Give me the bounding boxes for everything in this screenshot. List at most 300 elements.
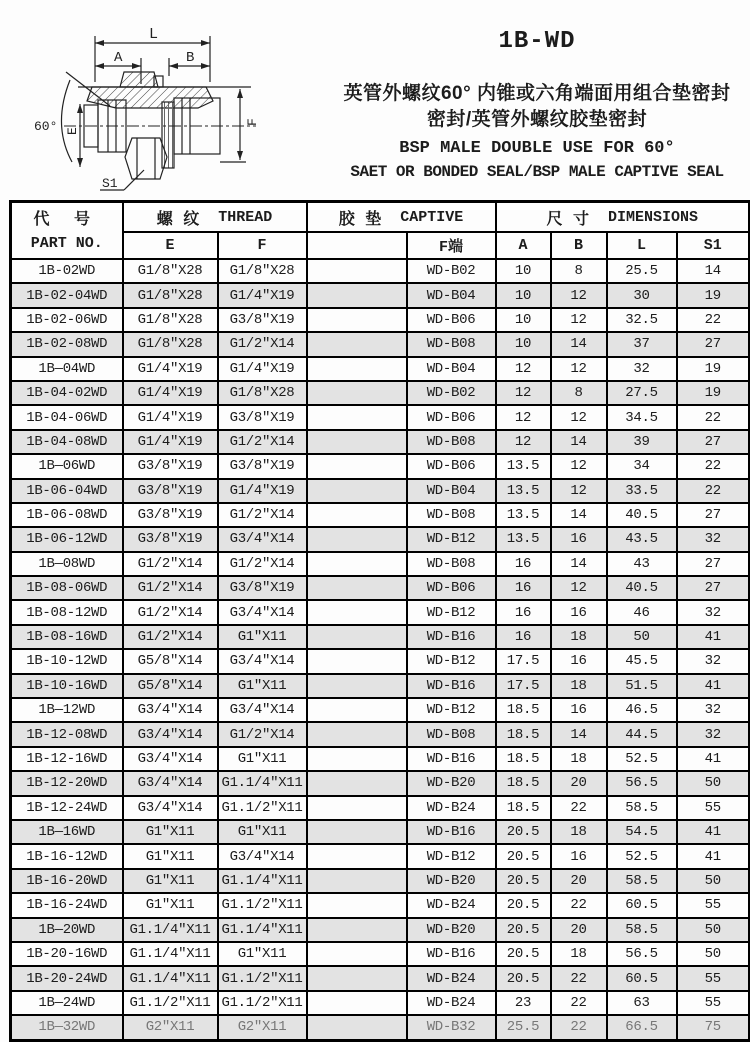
cell-captive-blank bbox=[307, 698, 407, 722]
cell-dim-b: 12 bbox=[551, 357, 607, 381]
cell-dim-a: 16 bbox=[496, 576, 551, 600]
cell-thread-f: G3/4″X14 bbox=[218, 649, 307, 673]
table-row bbox=[11, 552, 750, 576]
cell-captive-blank bbox=[307, 332, 407, 356]
cell-part-no: 1B-04-08WD bbox=[11, 430, 123, 454]
cell-part-no: 1B-20-16WD bbox=[11, 942, 123, 966]
cell-part-no: 1B-02-08WD bbox=[11, 332, 123, 356]
cell-thread-e: G3/8″X19 bbox=[123, 479, 218, 503]
cell-thread-e: G1″X11 bbox=[123, 869, 218, 893]
cell-thread-e: G1/8″X28 bbox=[123, 259, 218, 283]
cell-captive-f-end: WD-B16 bbox=[407, 674, 496, 698]
cell-captive-blank bbox=[307, 625, 407, 649]
cell-thread-f: G3/8″X19 bbox=[218, 576, 307, 600]
cell-captive-blank bbox=[307, 283, 407, 307]
cell-captive-f-end: WD-B24 bbox=[407, 796, 496, 820]
cell-part-no: 1B-08-12WD bbox=[11, 600, 123, 624]
cell-captive-f-end: WD-B16 bbox=[407, 820, 496, 844]
cell-dim-l: 34 bbox=[607, 454, 677, 478]
cell-part-no: 1B-04-02WD bbox=[11, 381, 123, 405]
cell-captive-blank bbox=[307, 771, 407, 795]
cell-captive-blank bbox=[307, 722, 407, 746]
cell-dim-a: 16 bbox=[496, 625, 551, 649]
cell-captive-f-end: WD-B20 bbox=[407, 771, 496, 795]
cell-dim-s1: 32 bbox=[677, 600, 750, 624]
cell-dim-a: 10 bbox=[496, 308, 551, 332]
cell-captive-f-end: WD-B08 bbox=[407, 552, 496, 576]
cell-dim-s1: 14 bbox=[677, 259, 750, 283]
cell-dim-s1: 50 bbox=[677, 869, 750, 893]
cell-dim-a: 12 bbox=[496, 381, 551, 405]
cell-dim-s1: 27 bbox=[677, 503, 750, 527]
cell-captive-blank bbox=[307, 527, 407, 551]
cell-captive-blank bbox=[307, 747, 407, 771]
cell-dim-s1: 41 bbox=[677, 625, 750, 649]
cell-dim-b: 14 bbox=[551, 552, 607, 576]
cell-captive-f-end: WD-B12 bbox=[407, 600, 496, 624]
cell-dim-a: 13.5 bbox=[496, 503, 551, 527]
cell-dim-a: 12 bbox=[496, 357, 551, 381]
table-row bbox=[11, 405, 750, 429]
header-thread-en: THREAD bbox=[218, 208, 273, 226]
cell-dim-b: 14 bbox=[551, 332, 607, 356]
cell-captive-f-end: WD-B02 bbox=[407, 259, 496, 283]
cell-dim-a: 12 bbox=[496, 405, 551, 429]
header-col-e: E bbox=[123, 232, 218, 259]
cell-dim-a: 16 bbox=[496, 552, 551, 576]
cell-dim-s1: 55 bbox=[677, 966, 750, 990]
cell-dim-l: 60.5 bbox=[607, 966, 677, 990]
cell-thread-e: G1″X11 bbox=[123, 820, 218, 844]
cell-dim-l: 43.5 bbox=[607, 527, 677, 551]
cell-captive-blank bbox=[307, 381, 407, 405]
cell-dim-a: 23 bbox=[496, 991, 551, 1015]
cell-thread-e: G1/4″X19 bbox=[123, 405, 218, 429]
cell-captive-f-end: WD-B04 bbox=[407, 283, 496, 307]
cell-part-no: 1B-06-12WD bbox=[11, 527, 123, 551]
cell-dim-a: 13.5 bbox=[496, 479, 551, 503]
cell-captive-f-end: WD-B12 bbox=[407, 844, 496, 868]
cell-dim-l: 52.5 bbox=[607, 844, 677, 868]
cell-dim-s1: 50 bbox=[677, 771, 750, 795]
cell-captive-f-end: WD-B04 bbox=[407, 357, 496, 381]
cell-thread-e: G1.1/2″X11 bbox=[123, 991, 218, 1015]
cell-dim-s1: 41 bbox=[677, 844, 750, 868]
cell-dim-l: 33.5 bbox=[607, 479, 677, 503]
cell-thread-f: G1.1/2″X11 bbox=[218, 991, 307, 1015]
dim-label-f: F bbox=[245, 118, 260, 126]
cell-dim-a: 12 bbox=[496, 430, 551, 454]
cell-captive-blank bbox=[307, 869, 407, 893]
cell-dim-l: 58.5 bbox=[607, 796, 677, 820]
cell-captive-blank bbox=[307, 357, 407, 381]
cell-dim-s1: 55 bbox=[677, 991, 750, 1015]
header-part-no bbox=[11, 202, 123, 260]
cell-thread-f: G3/4″X14 bbox=[218, 698, 307, 722]
cell-dim-a: 20.5 bbox=[496, 918, 551, 942]
table-row bbox=[11, 527, 750, 551]
header-part-no-cn: 代 号 bbox=[33, 210, 100, 228]
cell-thread-e: G1/2″X14 bbox=[123, 552, 218, 576]
cell-captive-f-end: WD-B24 bbox=[407, 893, 496, 917]
cell-dim-s1: 32 bbox=[677, 698, 750, 722]
dim-label-l: L bbox=[149, 26, 159, 43]
cell-dim-l: 51.5 bbox=[607, 674, 677, 698]
cell-part-no: 1B-10-12WD bbox=[11, 649, 123, 673]
cell-dim-l: 39 bbox=[607, 430, 677, 454]
cell-captive-blank bbox=[307, 674, 407, 698]
cell-captive-blank bbox=[307, 308, 407, 332]
cell-captive-f-end: WD-B16 bbox=[407, 625, 496, 649]
cell-dim-b: 22 bbox=[551, 796, 607, 820]
cell-dim-a: 18.5 bbox=[496, 747, 551, 771]
cell-thread-f: G3/4″X14 bbox=[218, 600, 307, 624]
cell-part-no: 1B-16-24WD bbox=[11, 893, 123, 917]
cell-captive-f-end: WD-B24 bbox=[407, 966, 496, 990]
cell-captive-f-end: WD-B06 bbox=[407, 308, 496, 332]
table-row bbox=[11, 259, 750, 283]
cell-thread-e: G1.1/4″X11 bbox=[123, 942, 218, 966]
cell-captive-blank bbox=[307, 1015, 407, 1040]
cell-dim-a: 20.5 bbox=[496, 869, 551, 893]
cell-part-no: 1B-06-08WD bbox=[11, 503, 123, 527]
title-en-line2: SAET OR BONDED SEAL/BSP MALE CAPTIVE SEAL bbox=[350, 163, 724, 181]
cell-captive-f-end: WD-B12 bbox=[407, 698, 496, 722]
cell-thread-f: G1/2″X14 bbox=[218, 332, 307, 356]
cell-captive-blank bbox=[307, 405, 407, 429]
cell-dim-l: 52.5 bbox=[607, 747, 677, 771]
table-row bbox=[11, 991, 750, 1015]
table-row bbox=[11, 649, 750, 673]
cell-part-no: 1B-08-06WD bbox=[11, 576, 123, 600]
dim-label-s1: S1 bbox=[102, 176, 118, 191]
cell-thread-e: G3/8″X19 bbox=[123, 527, 218, 551]
cell-part-no: 1B—06WD bbox=[11, 454, 123, 478]
cell-part-no: 1B-02-04WD bbox=[11, 283, 123, 307]
cell-dim-b: 8 bbox=[551, 381, 607, 405]
table-row bbox=[11, 966, 750, 990]
cell-part-no: 1B—04WD bbox=[11, 357, 123, 381]
spec-table bbox=[9, 200, 750, 1042]
cell-dim-l: 45.5 bbox=[607, 649, 677, 673]
cell-dim-s1: 19 bbox=[677, 381, 750, 405]
cell-thread-f: G1.1/2″X11 bbox=[218, 893, 307, 917]
cell-dim-b: 18 bbox=[551, 674, 607, 698]
cell-dim-a: 18.5 bbox=[496, 698, 551, 722]
dim-label-e: E bbox=[65, 127, 80, 135]
cell-dim-a: 20.5 bbox=[496, 844, 551, 868]
cell-part-no: 1B-10-16WD bbox=[11, 674, 123, 698]
table-row bbox=[11, 308, 750, 332]
table-row bbox=[11, 1015, 750, 1040]
model-number: 1B-WD bbox=[498, 28, 576, 55]
cell-captive-f-end: WD-B06 bbox=[407, 576, 496, 600]
cell-dim-l: 50 bbox=[607, 625, 677, 649]
cell-dim-l: 30 bbox=[607, 283, 677, 307]
cell-dim-a: 10 bbox=[496, 332, 551, 356]
cell-dim-s1: 19 bbox=[677, 357, 750, 381]
title-en-line1: BSP MALE DOUBLE USE FOR 60° bbox=[399, 139, 675, 158]
captive-seal-washer bbox=[162, 102, 174, 168]
title-cn-line1: 英管外螺纹60° 内锥或六角端面用组合垫密封 bbox=[343, 83, 731, 104]
cell-dim-a: 20.5 bbox=[496, 942, 551, 966]
cell-dim-l: 63 bbox=[607, 991, 677, 1015]
cell-dim-l: 34.5 bbox=[607, 405, 677, 429]
cell-dim-a: 10 bbox=[496, 259, 551, 283]
table-body bbox=[11, 259, 750, 1040]
cell-captive-f-end: WD-B16 bbox=[407, 747, 496, 771]
cell-dim-a: 20.5 bbox=[496, 820, 551, 844]
cell-captive-f-end: WD-B06 bbox=[407, 454, 496, 478]
cell-thread-e: G1/4″X19 bbox=[123, 357, 218, 381]
header-thread-group bbox=[123, 202, 307, 233]
cell-dim-a: 10 bbox=[496, 283, 551, 307]
table-row bbox=[11, 771, 750, 795]
cell-dim-s1: 32 bbox=[677, 649, 750, 673]
cell-captive-blank bbox=[307, 454, 407, 478]
cell-thread-e: G3/4″X14 bbox=[123, 796, 218, 820]
cell-captive-f-end: WD-B04 bbox=[407, 479, 496, 503]
cell-part-no: 1B—08WD bbox=[11, 552, 123, 576]
cell-dim-b: 18 bbox=[551, 747, 607, 771]
cell-thread-f: G1/8″X28 bbox=[218, 381, 307, 405]
cell-dim-a: 13.5 bbox=[496, 527, 551, 551]
header-col-f: F bbox=[218, 232, 307, 259]
cell-captive-blank bbox=[307, 600, 407, 624]
cell-thread-e: G1/2″X14 bbox=[123, 576, 218, 600]
cell-part-no: 1B-12-20WD bbox=[11, 771, 123, 795]
cell-dim-l: 56.5 bbox=[607, 942, 677, 966]
cell-captive-f-end: WD-B08 bbox=[407, 503, 496, 527]
cell-part-no: 1B—12WD bbox=[11, 698, 123, 722]
table-row bbox=[11, 820, 750, 844]
cell-captive-blank bbox=[307, 552, 407, 576]
cell-thread-f: G2″X11 bbox=[218, 1015, 307, 1040]
cell-thread-e: G1/8″X28 bbox=[123, 332, 218, 356]
cell-dim-b: 12 bbox=[551, 454, 607, 478]
section-hatch-boss bbox=[120, 72, 158, 87]
cell-thread-f: G1.1/4″X11 bbox=[218, 869, 307, 893]
header-thread-cn: 螺 纹 bbox=[156, 210, 203, 228]
cell-dim-s1: 22 bbox=[677, 479, 750, 503]
cell-captive-blank bbox=[307, 991, 407, 1015]
cell-part-no: 1B—32WD bbox=[11, 1015, 123, 1040]
cell-captive-blank bbox=[307, 430, 407, 454]
cell-dim-b: 16 bbox=[551, 527, 607, 551]
cell-thread-f: G1/2″X14 bbox=[218, 430, 307, 454]
cell-captive-blank bbox=[307, 649, 407, 673]
cell-thread-e: G1.1/4″X11 bbox=[123, 918, 218, 942]
cell-part-no: 1B—24WD bbox=[11, 991, 123, 1015]
cell-part-no: 1B-20-24WD bbox=[11, 966, 123, 990]
header-col-b: B bbox=[551, 232, 607, 259]
cell-dim-b: 12 bbox=[551, 283, 607, 307]
header-col-f-end: F端 bbox=[407, 232, 496, 259]
cell-captive-blank bbox=[307, 576, 407, 600]
header-part-no-en: PART NO. bbox=[30, 234, 103, 252]
cell-thread-e: G1″X11 bbox=[123, 844, 218, 868]
cell-part-no: 1B-12-16WD bbox=[11, 747, 123, 771]
cell-dim-b: 8 bbox=[551, 259, 607, 283]
table-row bbox=[11, 283, 750, 307]
header-captive-en: CAPTIVE bbox=[400, 208, 464, 226]
fitting-drawing bbox=[8, 10, 338, 198]
cell-dim-b: 22 bbox=[551, 991, 607, 1015]
spec-table-wrap bbox=[9, 200, 748, 1042]
cell-dim-l: 32.5 bbox=[607, 308, 677, 332]
cell-thread-f: G1/8″X28 bbox=[218, 259, 307, 283]
cell-dim-b: 12 bbox=[551, 405, 607, 429]
cell-captive-f-end: WD-B16 bbox=[407, 942, 496, 966]
cell-dim-a: 18.5 bbox=[496, 722, 551, 746]
cell-dim-l: 44.5 bbox=[607, 722, 677, 746]
cell-thread-f: G1/2″X14 bbox=[218, 722, 307, 746]
cell-thread-f: G1″X11 bbox=[218, 942, 307, 966]
table-row bbox=[11, 454, 750, 478]
cell-dim-l: 40.5 bbox=[607, 576, 677, 600]
cell-dim-s1: 55 bbox=[677, 893, 750, 917]
cell-captive-blank bbox=[307, 844, 407, 868]
cell-thread-e: G1/2″X14 bbox=[123, 600, 218, 624]
cell-thread-f: G1″X11 bbox=[218, 674, 307, 698]
cell-dim-l: 60.5 bbox=[607, 893, 677, 917]
table-row bbox=[11, 698, 750, 722]
cell-thread-e: G1.1/4″X11 bbox=[123, 966, 218, 990]
cell-captive-blank bbox=[307, 503, 407, 527]
cell-thread-e: G3/4″X14 bbox=[123, 722, 218, 746]
cell-captive-f-end: WD-B08 bbox=[407, 722, 496, 746]
cell-captive-f-end: WD-B08 bbox=[407, 332, 496, 356]
header-col-a: A bbox=[496, 232, 551, 259]
hex-nut bbox=[125, 138, 167, 179]
cell-dim-s1: 55 bbox=[677, 796, 750, 820]
cell-thread-e: G3/8″X19 bbox=[123, 503, 218, 527]
cell-part-no: 1B-02WD bbox=[11, 259, 123, 283]
cell-thread-f: G1.1/2″X11 bbox=[218, 966, 307, 990]
cell-part-no: 1B—16WD bbox=[11, 820, 123, 844]
cell-dim-b: 12 bbox=[551, 479, 607, 503]
cell-part-no: 1B-16-12WD bbox=[11, 844, 123, 868]
cell-part-no: 1B-16-20WD bbox=[11, 869, 123, 893]
cell-dim-b: 12 bbox=[551, 308, 607, 332]
cell-thread-e: G1/2″X14 bbox=[123, 625, 218, 649]
table-row bbox=[11, 357, 750, 381]
angle-arc bbox=[61, 80, 72, 162]
cell-dim-b: 16 bbox=[551, 600, 607, 624]
cell-captive-f-end: WD-B02 bbox=[407, 381, 496, 405]
cell-captive-f-end: WD-B12 bbox=[407, 649, 496, 673]
cell-captive-f-end: WD-B32 bbox=[407, 1015, 496, 1040]
cell-thread-f: G1″X11 bbox=[218, 625, 307, 649]
header-dimensions-cn: 尺 寸 bbox=[546, 210, 592, 228]
cell-thread-e: G3/4″X14 bbox=[123, 747, 218, 771]
cell-captive-blank bbox=[307, 796, 407, 820]
header-dimensions-en: DIMENSIONS bbox=[607, 208, 698, 226]
cell-thread-e: G1″X11 bbox=[123, 893, 218, 917]
cell-dim-s1: 22 bbox=[677, 405, 750, 429]
s1-leader bbox=[124, 170, 144, 190]
dim-label-a: A bbox=[114, 50, 123, 66]
cell-dim-l: 58.5 bbox=[607, 869, 677, 893]
cell-dim-a: 25.5 bbox=[496, 1015, 551, 1040]
table-row bbox=[11, 942, 750, 966]
cell-dim-a: 20.5 bbox=[496, 893, 551, 917]
cell-part-no: 1B-04-06WD bbox=[11, 405, 123, 429]
cell-thread-f: G3/4″X14 bbox=[218, 844, 307, 868]
cell-dim-b: 18 bbox=[551, 820, 607, 844]
cell-thread-f: G3/8″X19 bbox=[218, 405, 307, 429]
cell-dim-s1: 41 bbox=[677, 820, 750, 844]
cell-captive-blank bbox=[307, 259, 407, 283]
cell-dim-a: 18.5 bbox=[496, 771, 551, 795]
header-col-l: L bbox=[607, 232, 677, 259]
cell-dim-l: 56.5 bbox=[607, 771, 677, 795]
cell-dim-b: 20 bbox=[551, 918, 607, 942]
cell-dim-b: 12 bbox=[551, 576, 607, 600]
cell-dim-s1: 41 bbox=[677, 674, 750, 698]
cell-dim-l: 27.5 bbox=[607, 381, 677, 405]
cell-dim-b: 16 bbox=[551, 649, 607, 673]
table-row bbox=[11, 576, 750, 600]
cell-thread-e: G5/8″X14 bbox=[123, 674, 218, 698]
cell-captive-f-end: WD-B20 bbox=[407, 918, 496, 942]
cell-thread-f: G1.1/2″X11 bbox=[218, 796, 307, 820]
table-row bbox=[11, 893, 750, 917]
table-row bbox=[11, 747, 750, 771]
cell-dim-a: 16 bbox=[496, 600, 551, 624]
cell-dim-s1: 75 bbox=[677, 1015, 750, 1040]
cell-captive-f-end: WD-B12 bbox=[407, 527, 496, 551]
cell-thread-f: G1/4″X19 bbox=[218, 479, 307, 503]
table-row bbox=[11, 722, 750, 746]
cell-dim-b: 16 bbox=[551, 698, 607, 722]
cell-part-no: 1B-02-06WD bbox=[11, 308, 123, 332]
cell-thread-f: G3/4″X14 bbox=[218, 527, 307, 551]
cell-thread-f: G1/2″X14 bbox=[218, 552, 307, 576]
table-row bbox=[11, 479, 750, 503]
cell-part-no: 1B-12-24WD bbox=[11, 796, 123, 820]
title-block bbox=[328, 28, 746, 184]
header-col-s1: S1 bbox=[677, 232, 750, 259]
table-row bbox=[11, 869, 750, 893]
cell-dim-s1: 27 bbox=[677, 332, 750, 356]
cell-captive-blank bbox=[307, 918, 407, 942]
cell-dim-l: 46.5 bbox=[607, 698, 677, 722]
cell-dim-a: 17.5 bbox=[496, 649, 551, 673]
cell-captive-f-end: WD-B06 bbox=[407, 405, 496, 429]
cell-thread-e: G3/4″X14 bbox=[123, 771, 218, 795]
table-row bbox=[11, 796, 750, 820]
cell-dim-s1: 27 bbox=[677, 552, 750, 576]
cell-dim-s1: 50 bbox=[677, 942, 750, 966]
cell-dim-b: 14 bbox=[551, 722, 607, 746]
table-row bbox=[11, 844, 750, 868]
cell-dim-l: 32 bbox=[607, 357, 677, 381]
cell-thread-e: G1/4″X19 bbox=[123, 381, 218, 405]
cell-thread-f: G1″X11 bbox=[218, 820, 307, 844]
cell-dim-s1: 22 bbox=[677, 308, 750, 332]
cell-dim-b: 14 bbox=[551, 430, 607, 454]
cell-thread-f: G1/2″X14 bbox=[218, 503, 307, 527]
cell-dim-b: 14 bbox=[551, 503, 607, 527]
cell-dim-s1: 32 bbox=[677, 527, 750, 551]
cell-thread-e: G5/8″X14 bbox=[123, 649, 218, 673]
cell-thread-f: G1/4″X19 bbox=[218, 283, 307, 307]
cell-dim-l: 43 bbox=[607, 552, 677, 576]
dim-label-b: B bbox=[186, 50, 195, 66]
cell-thread-f: G3/8″X19 bbox=[218, 454, 307, 478]
cell-dim-b: 18 bbox=[551, 625, 607, 649]
